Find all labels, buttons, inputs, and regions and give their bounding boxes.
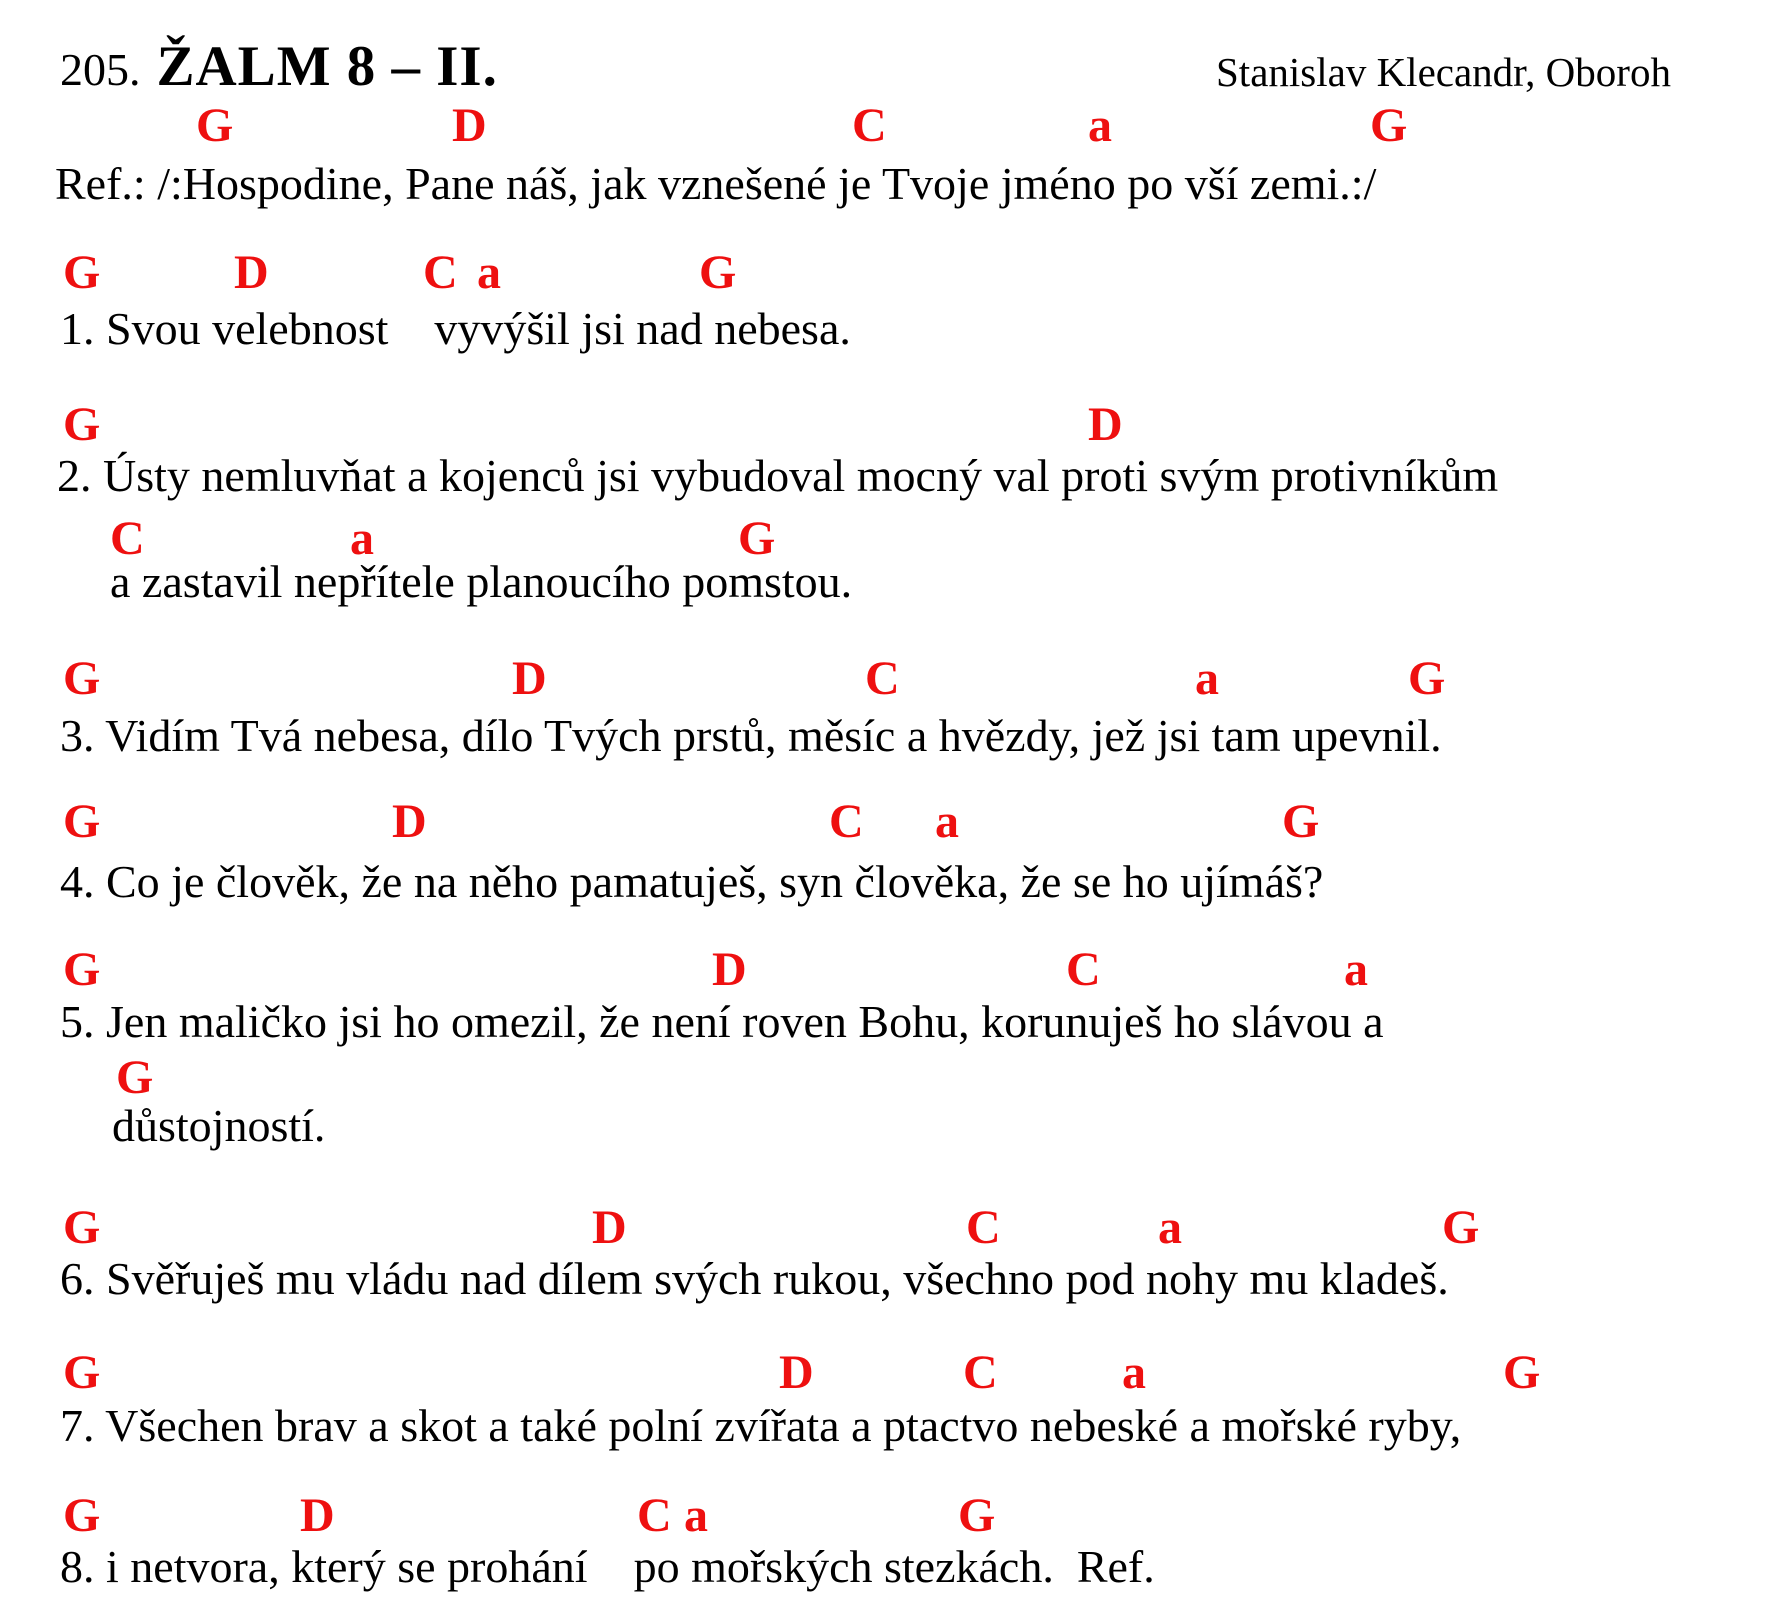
chord-a: a [350, 512, 374, 565]
chord-line [0, 98, 1776, 154]
chord-a: a [684, 1489, 708, 1542]
chord-a: a [1158, 1201, 1182, 1254]
chord-G: G [196, 99, 234, 152]
chord-C: C [110, 512, 145, 565]
lyric-line: 7. Všechen brav a skot a také polní zvířata a ptactvo nebeské a mořské ryby, [60, 1400, 1462, 1451]
chord-line [0, 1050, 1776, 1106]
lyric-line: 8. i netvora, který se prohání po mořských stezkách. Ref. [60, 1541, 1155, 1592]
chord-a: a [935, 795, 959, 848]
chord-G: G [1408, 652, 1446, 705]
chord-G: G [63, 943, 101, 996]
chord-G: G [958, 1489, 996, 1542]
chord-G: G [738, 512, 776, 565]
chord-a: a [1344, 943, 1368, 996]
lyric-line: 4. Co je člověk, že na něho pamatuješ, syn člověka, že se ho ujímáš? [60, 856, 1324, 907]
chord-D: D [392, 795, 427, 848]
chord-G: G [63, 652, 101, 705]
lyric-line: 1. Svou velebnost vyvýšil jsi nad nebesa. [60, 303, 851, 354]
chord-G: G [1282, 795, 1320, 848]
chord-D: D [712, 943, 747, 996]
chord-C: C [1066, 943, 1101, 996]
chord-line [0, 1345, 1776, 1401]
song-number: 205. [60, 44, 141, 95]
chord-D: D [592, 1201, 627, 1254]
chord-G: G [116, 1051, 154, 1104]
chord-G: G [63, 795, 101, 848]
chord-G: G [63, 1201, 101, 1254]
lyric-line: Ref.: /:Hospodine, Pane náš, jak vznešené je Tvoje jméno po vší zemi.:/ [55, 158, 1377, 209]
chord-a: a [1195, 652, 1219, 705]
chord-D: D [1088, 398, 1123, 451]
chord-line [0, 1200, 1776, 1256]
chord-G: G [63, 398, 101, 451]
chord-line [0, 397, 1776, 453]
chord-G: G [699, 246, 737, 299]
chord-C: C [966, 1201, 1001, 1254]
chord-C: C [829, 795, 864, 848]
lyric-line: 5. Jen maličko jsi ho omezil, že není roven Bohu, korunuješ ho slávou a [60, 996, 1384, 1047]
chord-C: C [637, 1489, 672, 1542]
chord-C: C [963, 1346, 998, 1399]
chord-D: D [300, 1489, 335, 1542]
chord-line [0, 942, 1776, 998]
lyric-line: 2. Ústy nemluvňat a kojenců jsi vybudoval mocný val proti svým protivníkům [57, 450, 1499, 501]
chord-G: G [1503, 1346, 1541, 1399]
chord-G: G [63, 246, 101, 299]
chord-D: D [452, 99, 487, 152]
lyric-line: a zastavil nepřítele planoucího pomstou. [110, 556, 853, 607]
chord-G: G [63, 1346, 101, 1399]
lyric-line: důstojností. [112, 1100, 326, 1151]
chord-line [0, 1488, 1776, 1544]
chord-a: a [1088, 99, 1112, 152]
chord-line [0, 651, 1776, 707]
chord-a: a [477, 246, 501, 299]
chord-G: G [63, 1489, 101, 1542]
lyric-line: 3. Vidím Tvá nebesa, dílo Tvých prstů, měsíc a hvězdy, jež jsi tam upevnil. [60, 710, 1442, 761]
chord-line [0, 245, 1776, 301]
song-header [60, 36, 498, 99]
chord-a: a [1122, 1346, 1146, 1399]
chord-D: D [779, 1346, 814, 1399]
lyric-line: 6. Svěřuješ mu vládu nad dílem svých rukou, všechno pod nohy mu kladeš. [60, 1253, 1449, 1304]
chord-G: G [1442, 1201, 1480, 1254]
chord-D: D [512, 652, 547, 705]
chord-D: D [234, 246, 269, 299]
song-author: Stanislav Klecandr, Oboroh [1216, 49, 1671, 95]
chord-line [0, 794, 1776, 850]
chord-G: G [1370, 99, 1408, 152]
chord-C: C [852, 99, 887, 152]
chord-C: C [423, 246, 458, 299]
chord-C: C [865, 652, 900, 705]
song-title: ŽALM 8 – II. [156, 35, 498, 98]
